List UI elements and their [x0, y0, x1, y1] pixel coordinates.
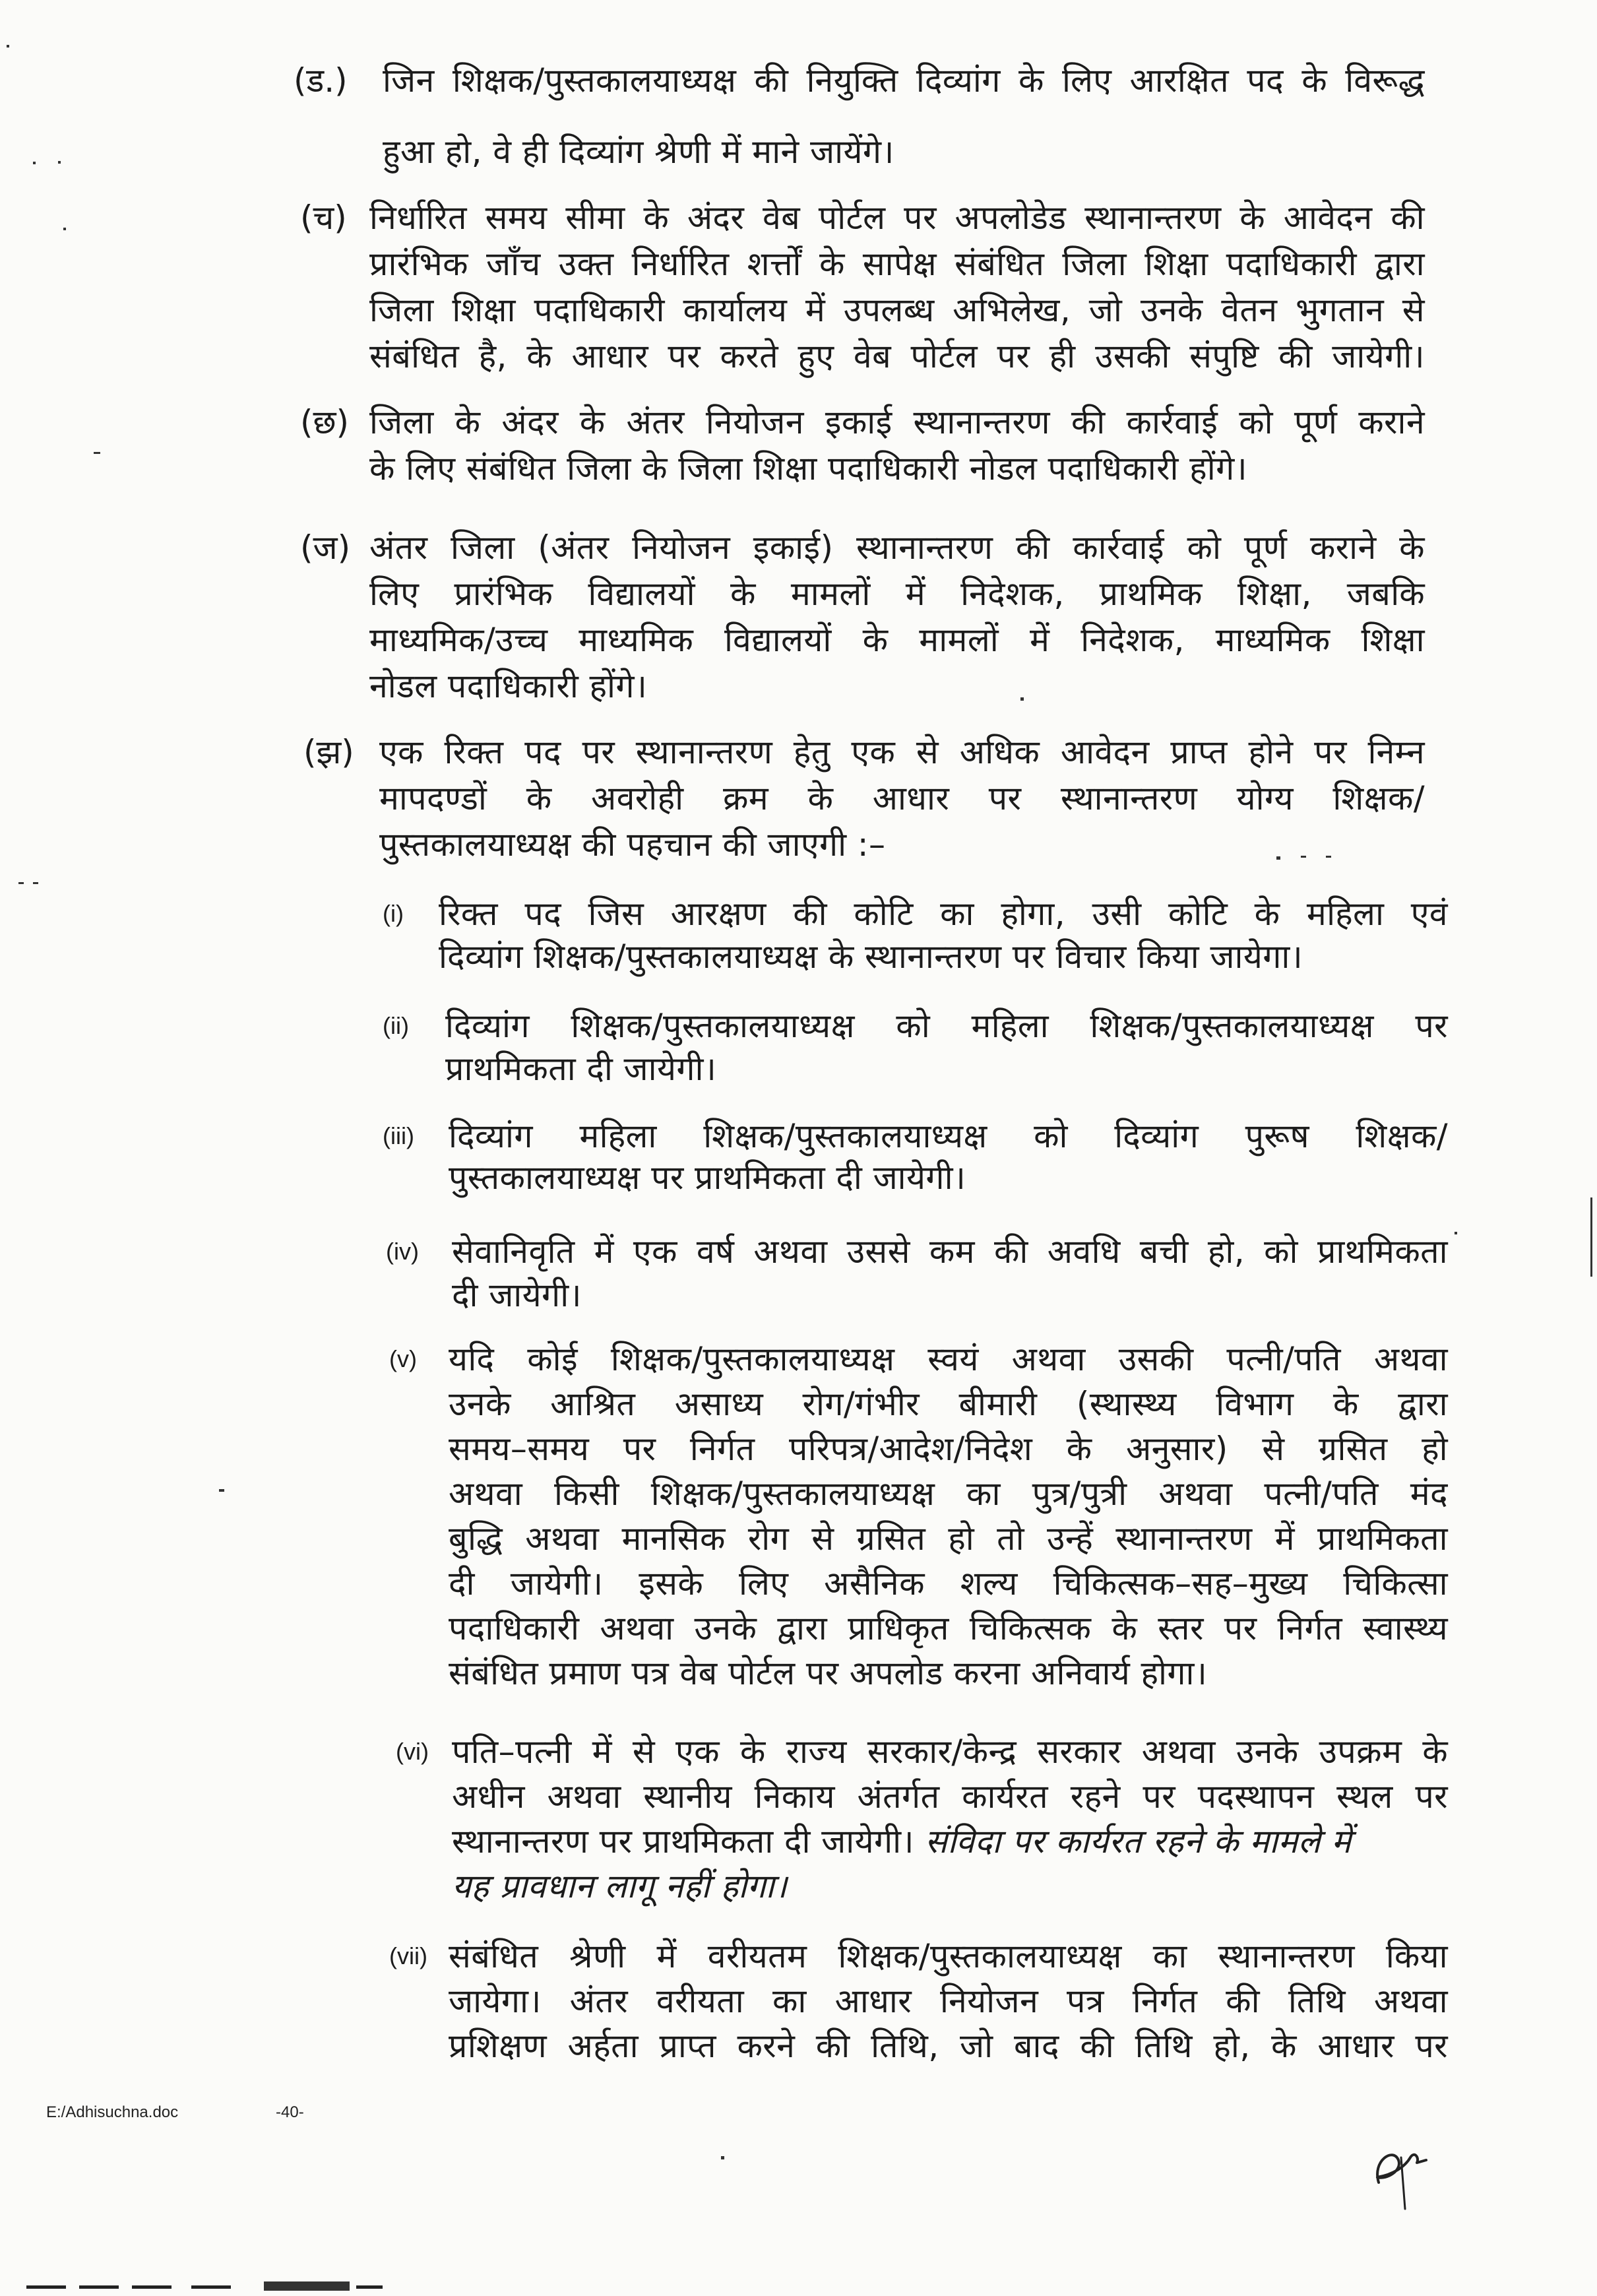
subitem-marker: (v)	[389, 1345, 417, 1372]
subitem-line-text: स्थानान्तरण पर प्राथमिकता दी जायेगी।	[452, 1822, 914, 1861]
subitem-marker: (iii)	[383, 1122, 414, 1149]
item-marker: (छ)	[300, 403, 350, 441]
item-line: जिला के अंदर के अंतर नियोजन इकाई स्थानान्तरण की कार्रवाई को पूर्ण कराने	[369, 403, 1425, 441]
item-line: नोडल पदाधिकारी होंगे।	[369, 667, 648, 705]
subitem-line: प्रशिक्षण अर्हता प्राप्त करने की तिथि, जो बाद की तिथि हो, के आधार पर	[449, 2027, 1448, 2065]
subitem-line: उनके आश्रित असाध्य रोग/गंभीर बीमारी (स्थास्थ्य विभाग के द्वारा	[449, 1385, 1448, 1423]
subitem-line: दिव्यांग महिला शिक्षक/पुस्तकालयाध्यक्ष को दिव्यांग पुरूष शिक्षक/	[449, 1117, 1448, 1155]
item-marker: (झ)	[303, 733, 354, 771]
subitem-marker: (ii)	[383, 1012, 409, 1039]
item-marker: (च)	[300, 199, 347, 237]
item-line: जिन शिक्षक/पुस्तकालयाध्यक्ष की नियुक्ति दिव्यांग के लिए आरक्षित पद के विरूद्ध	[383, 61, 1425, 100]
subitem-marker: (vii)	[389, 1942, 427, 1969]
scan-mark	[1276, 856, 1280, 860]
bottom-edge-mark	[191, 2285, 231, 2289]
scan-mark	[18, 882, 24, 884]
subitem-line: दी जायेगी।	[452, 1276, 582, 1314]
scan-mark	[1020, 697, 1024, 701]
footer-page-number: -40-	[276, 2103, 304, 2121]
subitem-line: संबंधित श्रेणी में वरीयतम शिक्षक/पुस्तकालयाध्यक्ष का स्थानान्तरण किया	[449, 1937, 1448, 1975]
bottom-edge-mark	[132, 2285, 172, 2289]
bottom-edge-mark	[79, 2285, 119, 2289]
item-marker: (ड.)	[294, 61, 348, 100]
subitem-marker: (iv)	[386, 1238, 419, 1265]
scan-mark	[1455, 1232, 1457, 1234]
italic-note: संविदा पर कार्यरत रहने के मामले में	[925, 1822, 1352, 1861]
item-line: अंतर जिला (अंतर नियोजन इकाई) स्थानान्तरण की कार्रवाई को पूर्ण कराने के	[369, 528, 1425, 567]
item-line: लिए प्रारंभिक विद्यालयों के मामलों में निदेशक, प्राथमिक शिक्षा, जबकि	[369, 575, 1425, 613]
subitem-line: सेवानिवृति में एक वर्ष अथवा उससे कम की अवधि बची हो, को प्राथमिकता	[452, 1232, 1448, 1271]
scan-mark	[33, 882, 38, 884]
subitem-line: रिक्त पद जिस आरक्षण की कोटि का होगा, उसी कोटि के महिला एवं	[439, 895, 1448, 933]
bottom-edge-mark	[264, 2281, 350, 2291]
item-line: माध्यमिक/उच्च माध्यमिक विद्यालयों के मामलों में निदेशक, माध्यमिक शिक्षा	[369, 621, 1425, 659]
subitem-line: दिव्यांग शिक्षक/पुस्तकालयाध्यक्ष को महिला शिक्षक/पुस्तकालयाध्यक्ष पर	[445, 1007, 1448, 1045]
scan-mark	[7, 45, 9, 48]
subitem-line: यदि कोई शिक्षक/पुस्तकालयाध्यक्ष स्वयं अथवा उसकी पत्नी/पति अथवा	[449, 1340, 1448, 1378]
scan-mark	[219, 1489, 224, 1492]
scan-mark	[33, 162, 36, 164]
subitem-line: पुस्तकालयाध्यक्ष पर प्राथमिकता दी जायेगी।	[449, 1159, 966, 1197]
scan-mark	[1326, 856, 1331, 858]
item-line: जिला शिक्षा पदाधिकारी कार्यालय में उपलब्ध अभिलेख, जो उनके वेतन भुगतान से	[369, 291, 1425, 329]
subitem-marker: (vi)	[396, 1738, 429, 1765]
item-line: मापदण्डों के अवरोही क्रम के आधार पर स्थानान्तरण योग्य शिक्षक/	[379, 779, 1425, 817]
item-line: हुआ हो, वे ही दिव्यांग श्रेणी में माने जायेंगे।	[383, 133, 894, 171]
footer-file-name: E:/Adhisuchna.doc	[46, 2103, 179, 2121]
subitem-line	[452, 1822, 1352, 1861]
italic-note: यह प्रावधान लागू नहीं होगा।	[452, 1867, 788, 1905]
item-line: प्रारंभिक जाँच उक्त निर्धारित शर्त्तों के सापेक्ष संबंधित जिला शिक्षा पदाधिकारी द्वारा	[369, 245, 1425, 283]
subitem-line: दी जायेगी। इसके लिए असैनिक शल्य चिकित्सक–सह–मुख्य चिकित्सा	[449, 1564, 1448, 1603]
subitem-line: जायेगा। अंतर वरीयता का आधार नियोजन पत्र निर्गत की तिथि अथवा	[449, 1982, 1448, 2020]
item-line: के लिए संबंधित जिला के जिला शिक्षा पदाधिकारी नोडल पदाधिकारी होंगे।	[369, 449, 1247, 488]
scan-mark	[721, 2156, 724, 2159]
scan-mark	[94, 452, 100, 454]
subitem-line: दिव्यांग शिक्षक/पुस्तकालयाध्यक्ष के स्थानान्तरण पर विचार किया जायेगा।	[439, 938, 1303, 976]
bottom-edge-mark	[26, 2285, 66, 2289]
item-line: निर्धारित समय सीमा के अंदर वेब पोर्टल पर अपलोडेड स्थानान्तरण के आवेदन की	[369, 199, 1425, 237]
subitem-line: संबंधित प्रमाण पत्र वेब पोर्टल पर अपलोड करना अनिवार्य होगा।	[449, 1654, 1208, 1692]
item-line: एक रिक्त पद पर स्थानान्तरण हेतु एक से अधिक आवेदन प्राप्त होने पर निम्न	[379, 733, 1425, 771]
subitem-line: पति–पत्नी में से एक के राज्य सरकार/केन्द्र सरकार अथवा उनके उपक्रम के	[452, 1733, 1448, 1771]
item-marker: (ज)	[300, 528, 351, 567]
item-line: संबंधित है, के आधार पर करते हुए वेब पोर्टल पर ही उसकी संपुष्टि की जायेगी।	[369, 337, 1425, 375]
subitem-marker: (i)	[383, 900, 404, 927]
scan-mark	[63, 228, 66, 230]
subitem-line: समय–समय पर निर्गत परिपत्र/आदेश/निदेश के अनुसार) से ग्रसित हो	[449, 1430, 1448, 1468]
scan-mark	[1590, 1197, 1592, 1277]
subitem-line: प्राथमिकता दी जायेगी।	[445, 1050, 717, 1088]
bottom-edge-mark	[356, 2285, 383, 2289]
subitem-line: अथवा किसी शिक्षक/पुस्तकालयाध्यक्ष का पुत्र/पुत्री अथवा पत्नी/पति मंद	[449, 1475, 1448, 1513]
subitem-line: अधीन अथवा स्थानीय निकाय अंतर्गत कार्यरत रहने पर पदस्थापन स्थल पर	[452, 1777, 1448, 1816]
signature-initials	[1352, 2131, 1445, 2217]
item-line: पुस्तकालयाध्यक्ष की पहचान की जाएगी :–	[379, 825, 886, 864]
scan-mark	[1301, 856, 1306, 858]
subitem-line: पदाधिकारी अथवा उनके द्वारा प्राधिकृत चिकित्सक के स्तर पर निर्गत स्वास्थ्य	[449, 1609, 1448, 1647]
scan-mark	[58, 161, 61, 164]
subitem-line: बुद्धि अथवा मानसिक रोग से ग्रसित हो तो उन्हें स्थानान्तरण में प्राथमिकता	[449, 1519, 1448, 1558]
